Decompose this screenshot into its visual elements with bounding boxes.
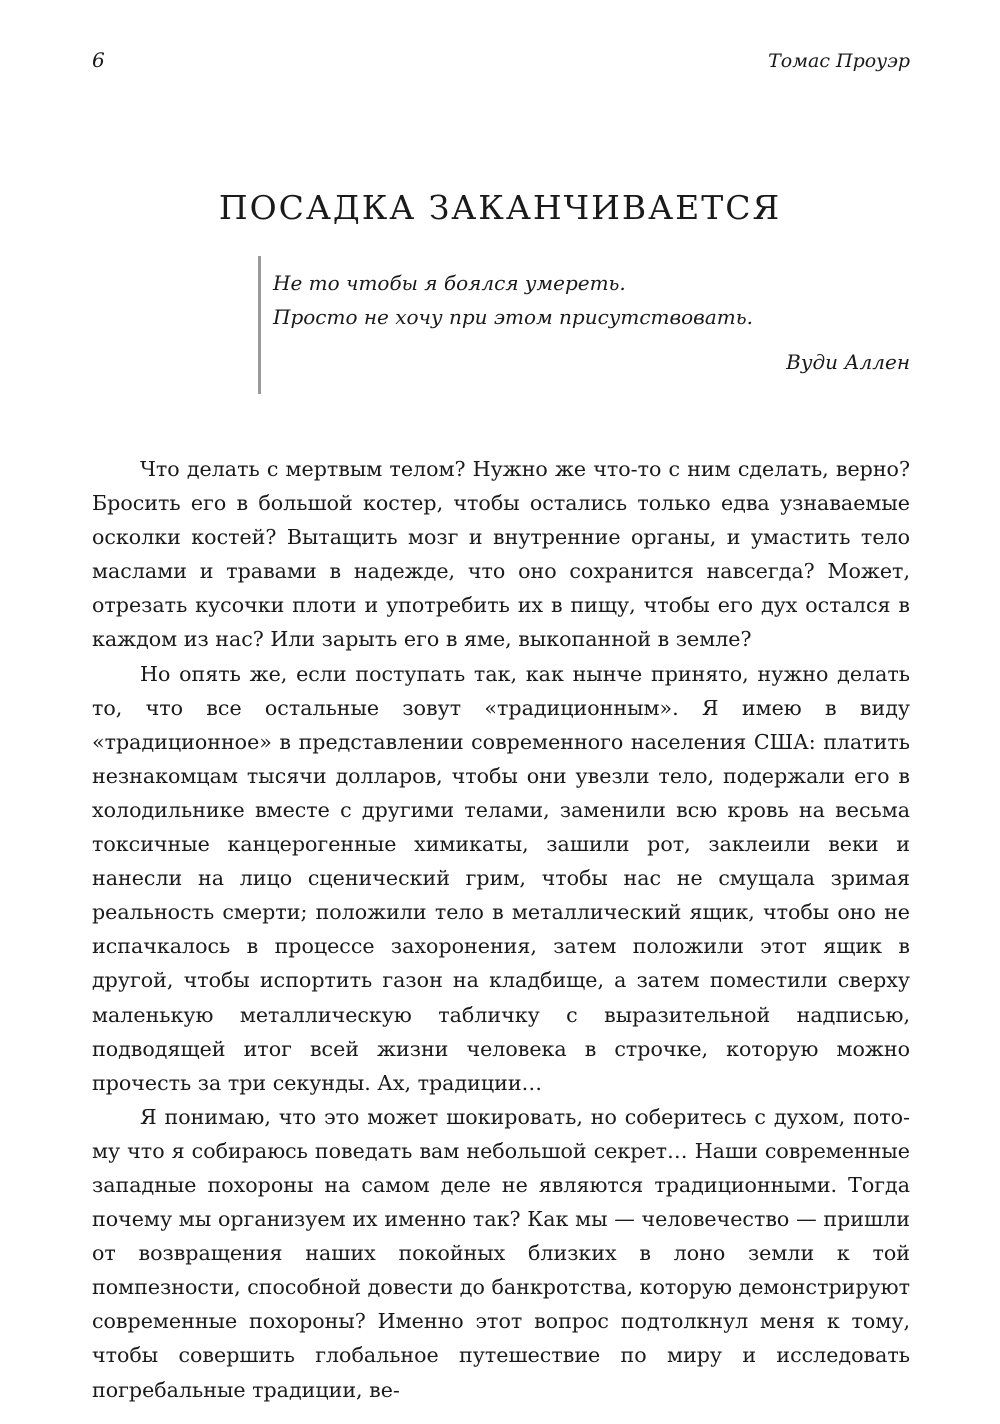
epigraph-author: Вуди Аллен	[786, 350, 910, 374]
paragraph: Но опять же, если поступать так, как нынче принято, нужно делать то, что все остальные зовут «традиционным». Я имею в виду «традиционное» в представлении современного населения США: платить незнакомцам тысячи долларов, чтобы они увезли тело, подержали его в холодильнике вместе с другими телами, заменили всю кровь на весьма токсичные канцерогенные химикаты, зашили рот, заклеили веки и нанесли на лицо сценический грим, чтобы нас не смущала зримая реальность смерти; положили тело в металлический ящик, чтобы оно не испачкалось в процессе захоронения, затем положили этот ящик в другой, чтобы испортить газон на кладбище, а затем поместили сверху маленькую металлическую табличку с выразительной надписью, подводящей итог всей жизни человека в строчке, которую можно прочесть за три секунды. Ах, традиции…	[92, 661, 910, 1095]
page-number: 6	[92, 48, 105, 72]
body-text	[92, 452, 910, 1407]
epigraph-line: Просто не хочу при этом присутствовать.	[273, 305, 753, 329]
paragraph: Что делать с мертвым телом? Нужно же что-то с ним сделать, верно? Бросить его в большой костер, чтобы остались только едва узнаваемые осколки костей? Вытащить мозг и внутренние органы, и умастить тело маслами и травами в надежде, что оно сохранится навсегда? Может, отрезать кусочки плоти и употребить их в пищу, чтобы его дух остался в каждом из нас? Или зарыть его в яме, выкопанной в земле?	[92, 457, 910, 652]
running-header-author: Томас Проуэр	[768, 50, 910, 72]
epigraph-line: Не то чтобы я боялся умереть.	[273, 271, 626, 295]
epigraph	[258, 256, 910, 394]
paragraph: Я понимаю, что это может шокировать, но соберитесь с духом, потому что я собираюсь поведать вам небольшой секрет… Наши современные западные похороны на самом деле не являются традиционными. Тогда почему мы организуем их именно так? Как мы — человечество — пришли от возвращения наших покойных близких в лоно земли к той помпезности, способной довести до банкротства, которую демонстрируют современные похороны? Именно этот вопрос подтолкнул меня к тому, чтобы совершить глобальное путешествие по миру и исследовать погребальные традиции, ве-	[92, 1104, 910, 1402]
chapter-title: ПОСАДКА ЗАКАНЧИВАЕТСЯ	[218, 188, 782, 228]
